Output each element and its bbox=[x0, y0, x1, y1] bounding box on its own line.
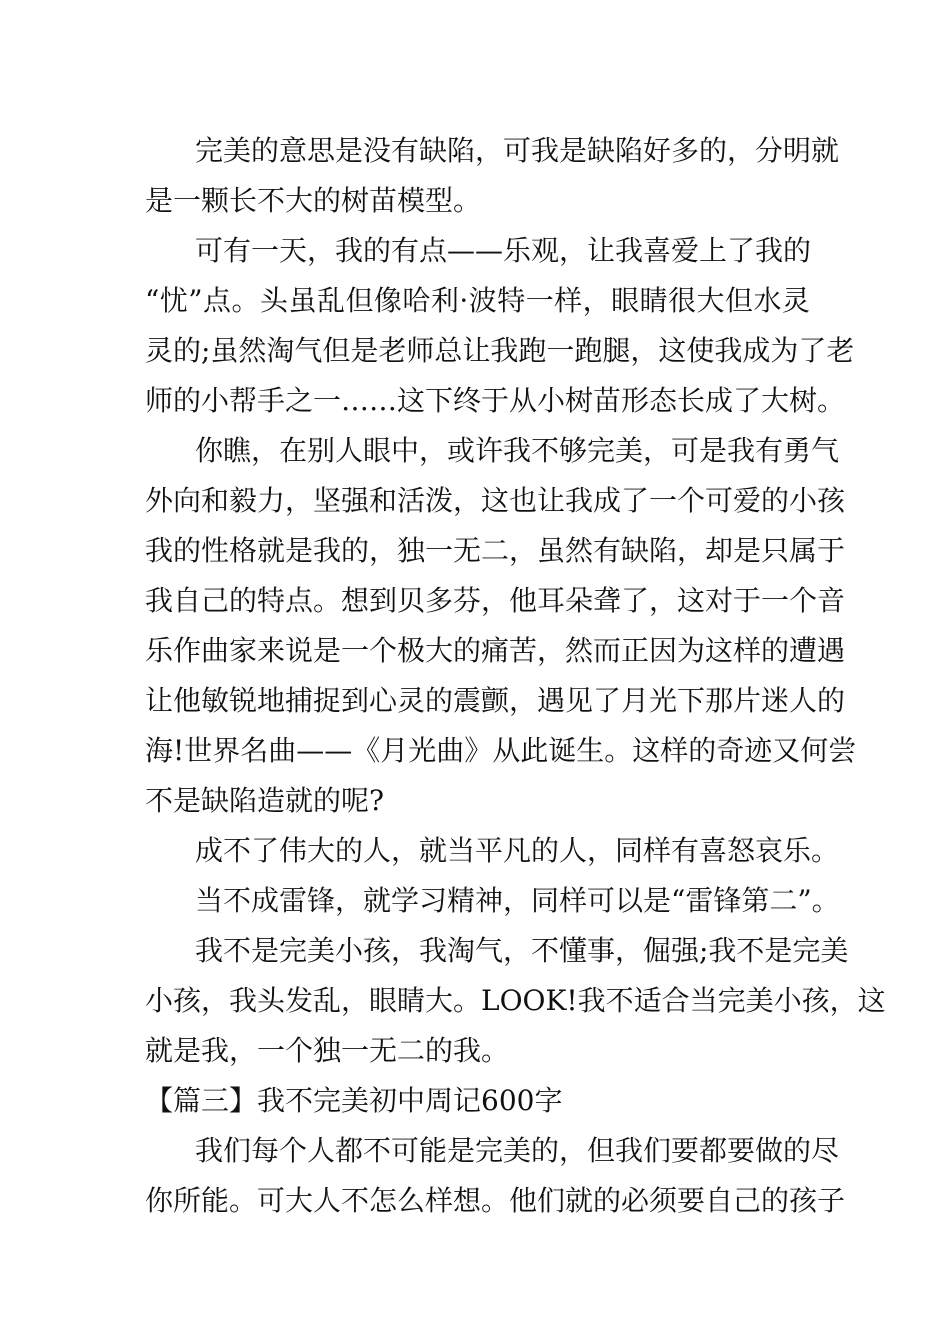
text-line: 我的性格就是我的，独一无二，虽然有缺陷，却是只属于 bbox=[145, 534, 846, 567]
text-line: 是一颗长不大的树苗模型。 bbox=[145, 184, 482, 217]
text-line: 小孩，我头发乱，眼睛大。LOOK!我不适合当完美小孩，这 bbox=[145, 984, 886, 1017]
text-line: 外向和毅力，坚强和活泼，这也让我成了一个可爱的小孩 bbox=[145, 484, 846, 517]
text-line: 让他敏锐地捕捉到心灵的震颤，遇见了月光下那片迷人的 bbox=[145, 684, 846, 717]
text-line: 就是我，一个独一无二的我。 bbox=[145, 1034, 510, 1067]
text-line: 不是缺陷造就的呢? bbox=[145, 784, 385, 817]
text-line: 灵的;虽然淘气但是老师总让我跑一跑腿，这使我成为了老 bbox=[145, 334, 855, 367]
text-line: 你所能。可大人不怎么样想。他们就的必须要自己的孩子 bbox=[145, 1184, 846, 1217]
text-line: 当不成雷锋，就学习精神，同样可以是“雷锋第二”。 bbox=[195, 884, 840, 917]
text-line: 可有一天，我的有点——乐观，让我喜爱上了我的 bbox=[195, 234, 812, 267]
text-line: 完美的意思是没有缺陷，可我是缺陷好多的，分明就 bbox=[195, 134, 840, 167]
text-line: 我不是完美小孩，我淘气，不懂事，倔强;我不是完美 bbox=[195, 934, 849, 967]
text-line: 海!世界名曲——《月光曲》从此诞生。这样的奇迹又何尝 bbox=[145, 734, 857, 767]
text-line: 我自己的特点。想到贝多芬，他耳朵聋了，这对于一个音 bbox=[145, 584, 846, 617]
text-line: 你瞧，在别人眼中，或许我不够完美，可是我有勇气 bbox=[195, 434, 840, 467]
text-line: 成不了伟大的人，就当平凡的人，同样有喜怒哀乐。 bbox=[195, 834, 840, 867]
text-line: “忧”点。头虽乱但像哈利·波特一样，眼睛很大但水灵 bbox=[145, 284, 810, 317]
text-line: 乐作曲家来说是一个极大的痛苦，然而正因为这样的遭遇 bbox=[145, 634, 846, 667]
text-line: 师的小帮手之一……这下终于从小树苗形态长成了大树。 bbox=[145, 384, 846, 417]
text-line: 我们每个人都不可能是完美的，但我们要都要做的尽 bbox=[195, 1134, 840, 1167]
section-heading: 【篇三】我不完美初中周记600字 bbox=[145, 1084, 563, 1117]
